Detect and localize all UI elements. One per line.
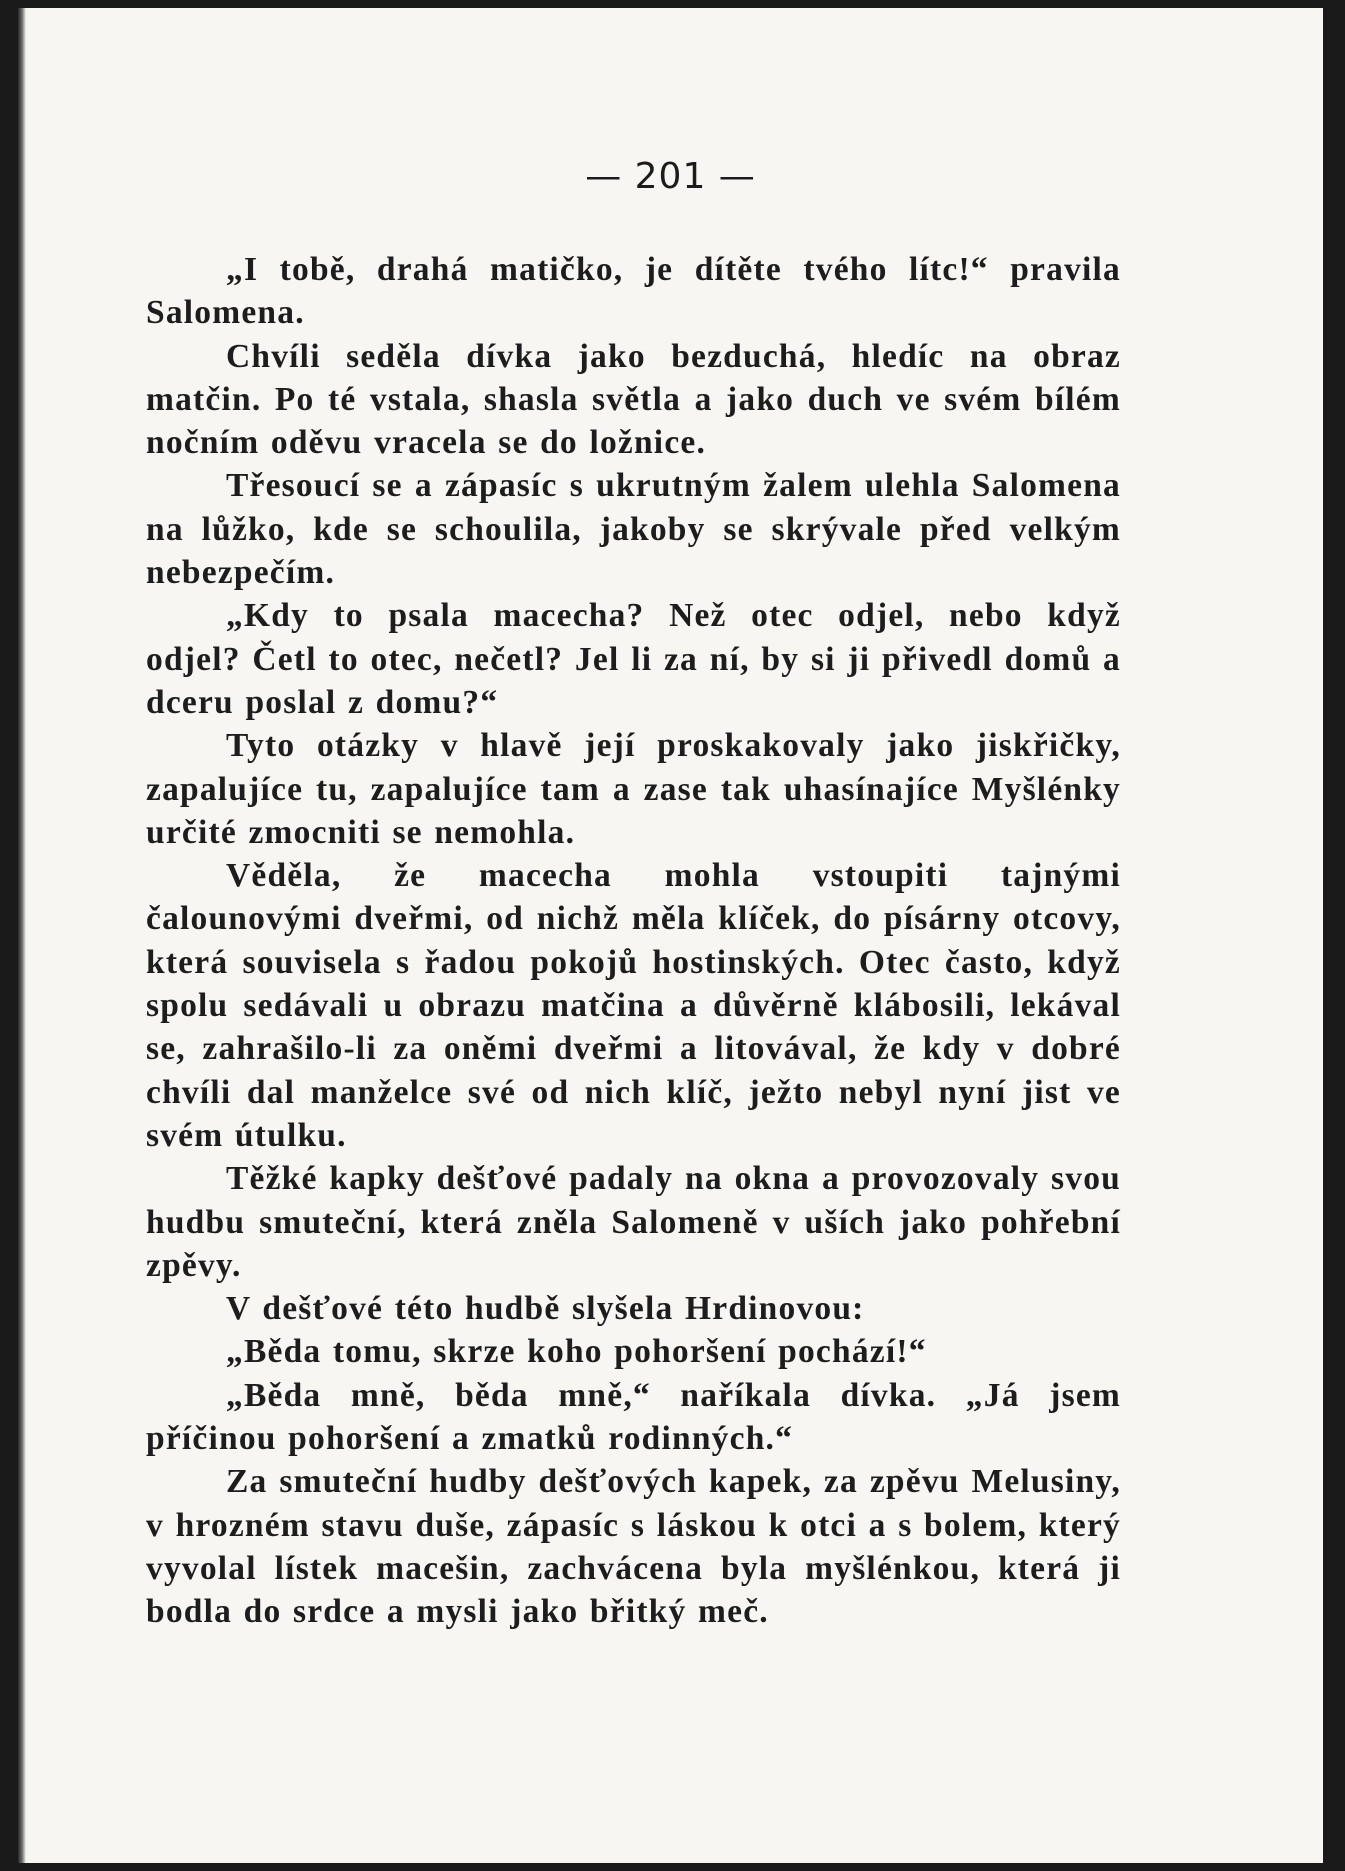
- paragraph: „I tobě, drahá matičko, je dítěte tvého lítc!“ pravila Salomena.: [146, 251, 1121, 332]
- paragraph: Chvíli seděla dívka jako bezduchá, hledíc na obraz matčin. Po té vstala, shasla světla a jako duch ve svém bílém nočním oděvu vracela se do ložnice.: [146, 337, 1121, 462]
- paragraph: Těžké kapky dešťové padaly na okna a provozovaly svou hudbu smuteční, která zněla Salomeně v uších jako pohřební zpěvy.: [146, 1160, 1121, 1284]
- paragraph: Věděla, že macecha mohla vstoupiti tajnými čalounovými dveřmi, od nichž měla klíček, do písárny otcovy, která souvisela s řadou pokojů hostinských. Otec často, když spolu sedávali u obrazu matčina a důvěrně klábosili, lekával se, zahrašilo-li za oněmi dveřmi a litovával, že kdy v dobré chvíli dal manželce své od nich klíč, ježto nebyl nyní jist ve svém útulku.: [146, 857, 1121, 1154]
- paragraph: „Kdy to psala macecha? Než otec odjel, nebo když odjel? Četl to otec, nečetl? Jel li za ní, by si ji přivedl domů a dceru poslal z domu?“: [146, 597, 1121, 721]
- body-text: [146, 248, 1121, 1634]
- paragraph: „Běda mně, běda mně,“ naříkala dívka. „Já jsem příčinou pohoršení a zmatků rodinných.“: [146, 1376, 1121, 1458]
- paragraph: „Běda tomu, skrze koho pohoršení pochází!“: [226, 1333, 927, 1371]
- page-number: — 201 —: [585, 156, 756, 197]
- paragraph: V dešťové této hudbě slyšela Hrdinovou:: [226, 1290, 865, 1328]
- book-spine-edge: [18, 8, 26, 1863]
- paragraph: Třesoucí se a zápasíc s ukrutným žalem ulehla Salomena na lůžko, kde se schoulila, jakoby se skrývale před velkým nebezpečím.: [146, 467, 1121, 592]
- book-page: [18, 8, 1323, 1863]
- paragraph: Za smuteční hudby dešťových kapek, za zpěvu Melusiny, v hrozném stavu duše, zápasíc s láskou k otci a s bolem, který vyvolal lístek macešin, zachvácena byla myšlénkou, která ji bodla do srdce a mysli jako břitký meč.: [146, 1463, 1121, 1631]
- paragraph: Tyto otázky v hlavě její proskakovaly jako jiskřičky, zapalujíce tu, zapalujíce tam a zase tak uhasínajíce Myšlénky určité zmocniti se nemohla.: [146, 727, 1121, 851]
